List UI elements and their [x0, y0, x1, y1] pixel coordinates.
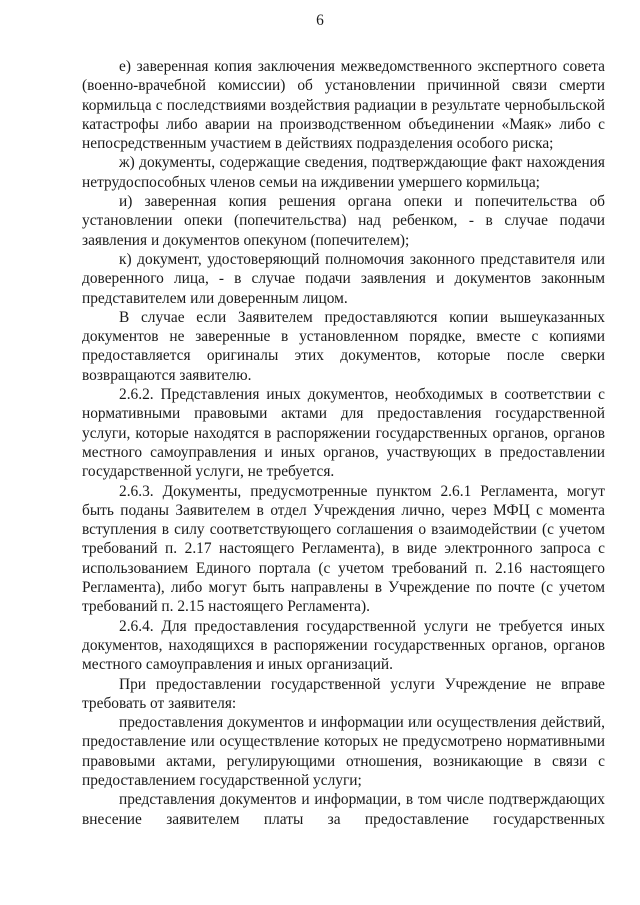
paragraph-2-6-4: 2.6.4. Для предоставления государственной услуги не требуется иных документов, находящихся в распоряжении государственных органов, органов местного самоуправления и иных организаций.: [82, 617, 605, 674]
paragraph-copies-note: В случае если Заявителем предоставляются копии вышеуказанных документов не заверенные в установленном порядке, вместе с копиями предоставляется оригиналы этих документов, которые после сверки возвращаются заявителю.: [82, 308, 605, 384]
paragraph-2-6-3: 2.6.3. Документы, предусмотренные пунктом 2.6.1 Регламента, могут быть поданы Заявителем в отдел Учреждения лично, через МФЦ с момента вступления в силу соответствующего соглашения о взаимодействии (с учетом требований п. 2.17 настоящего Регламента), в виде электронного запроса с использованием Единого портала (с учетом требований п. 2.16 настоящего Регламента), либо могут быть направлены в Учреждение по почте (с учетом требований п. 2.15 настоящего Регламента).: [82, 482, 605, 616]
paragraph-2-6-2: 2.6.2. Представления иных документов, необходимых в соответствии с нормативными правовыми актами для предоставления государственной услуги, которые находятся в распоряжении государственных органов, органов местного самоуправления и иных органов, участвующих в предоставлении государственной услуги, не требуется.: [82, 386, 605, 481]
paragraph-item-k: к) документ, удостоверяющий полномочия законного представителя или доверенного лица, - в случае подачи заявления и документов законным представителем или доверенным лицом.: [82, 250, 605, 307]
paragraph-prohibition-actions: предоставления документов и информации или осуществления действий, предоставление или осуществление которых не предусмотрено нормативными правовыми актами, регулирующими отношения, возникающие в связи с предоставлением государственной услуги;: [82, 714, 605, 789]
paragraph-prohibition-documents: представления документов и информации, в том числе подтверждающих внесение заявителем платы за предоставление государственных: [82, 791, 605, 828]
paragraph-item-i: и) заверенная копия решения органа опеки и попечительства об установлении опеки (попечительства) над ребенком, - в случае подачи заявления и документов опекуном (попечителем);: [82, 193, 605, 249]
paragraph-item-zh: ж) документы, содержащие сведения, подтверждающие факт нахождения нетрудоспособных членов семьи на иждивении умершего кормильца;: [82, 154, 605, 191]
paragraph-item-e: е) заверенная копия заключения межведомственного экспертного совета (военно-врачебной комиссии) об установлении причинной связи смерти кормильца с последствиями воздействия радиации в результате чернобыльской катастрофы либо аварии на производственном объединении «Маяк» либо с непосредственным участием в действиях подразделения особого риска;: [82, 58, 605, 153]
page-number: 6: [316, 12, 324, 29]
document-body: [82, 57, 605, 829]
paragraph-prohibition-intro: При предоставлении государственной услуги Учреждение не вправе требовать от заявителя:: [82, 675, 605, 712]
